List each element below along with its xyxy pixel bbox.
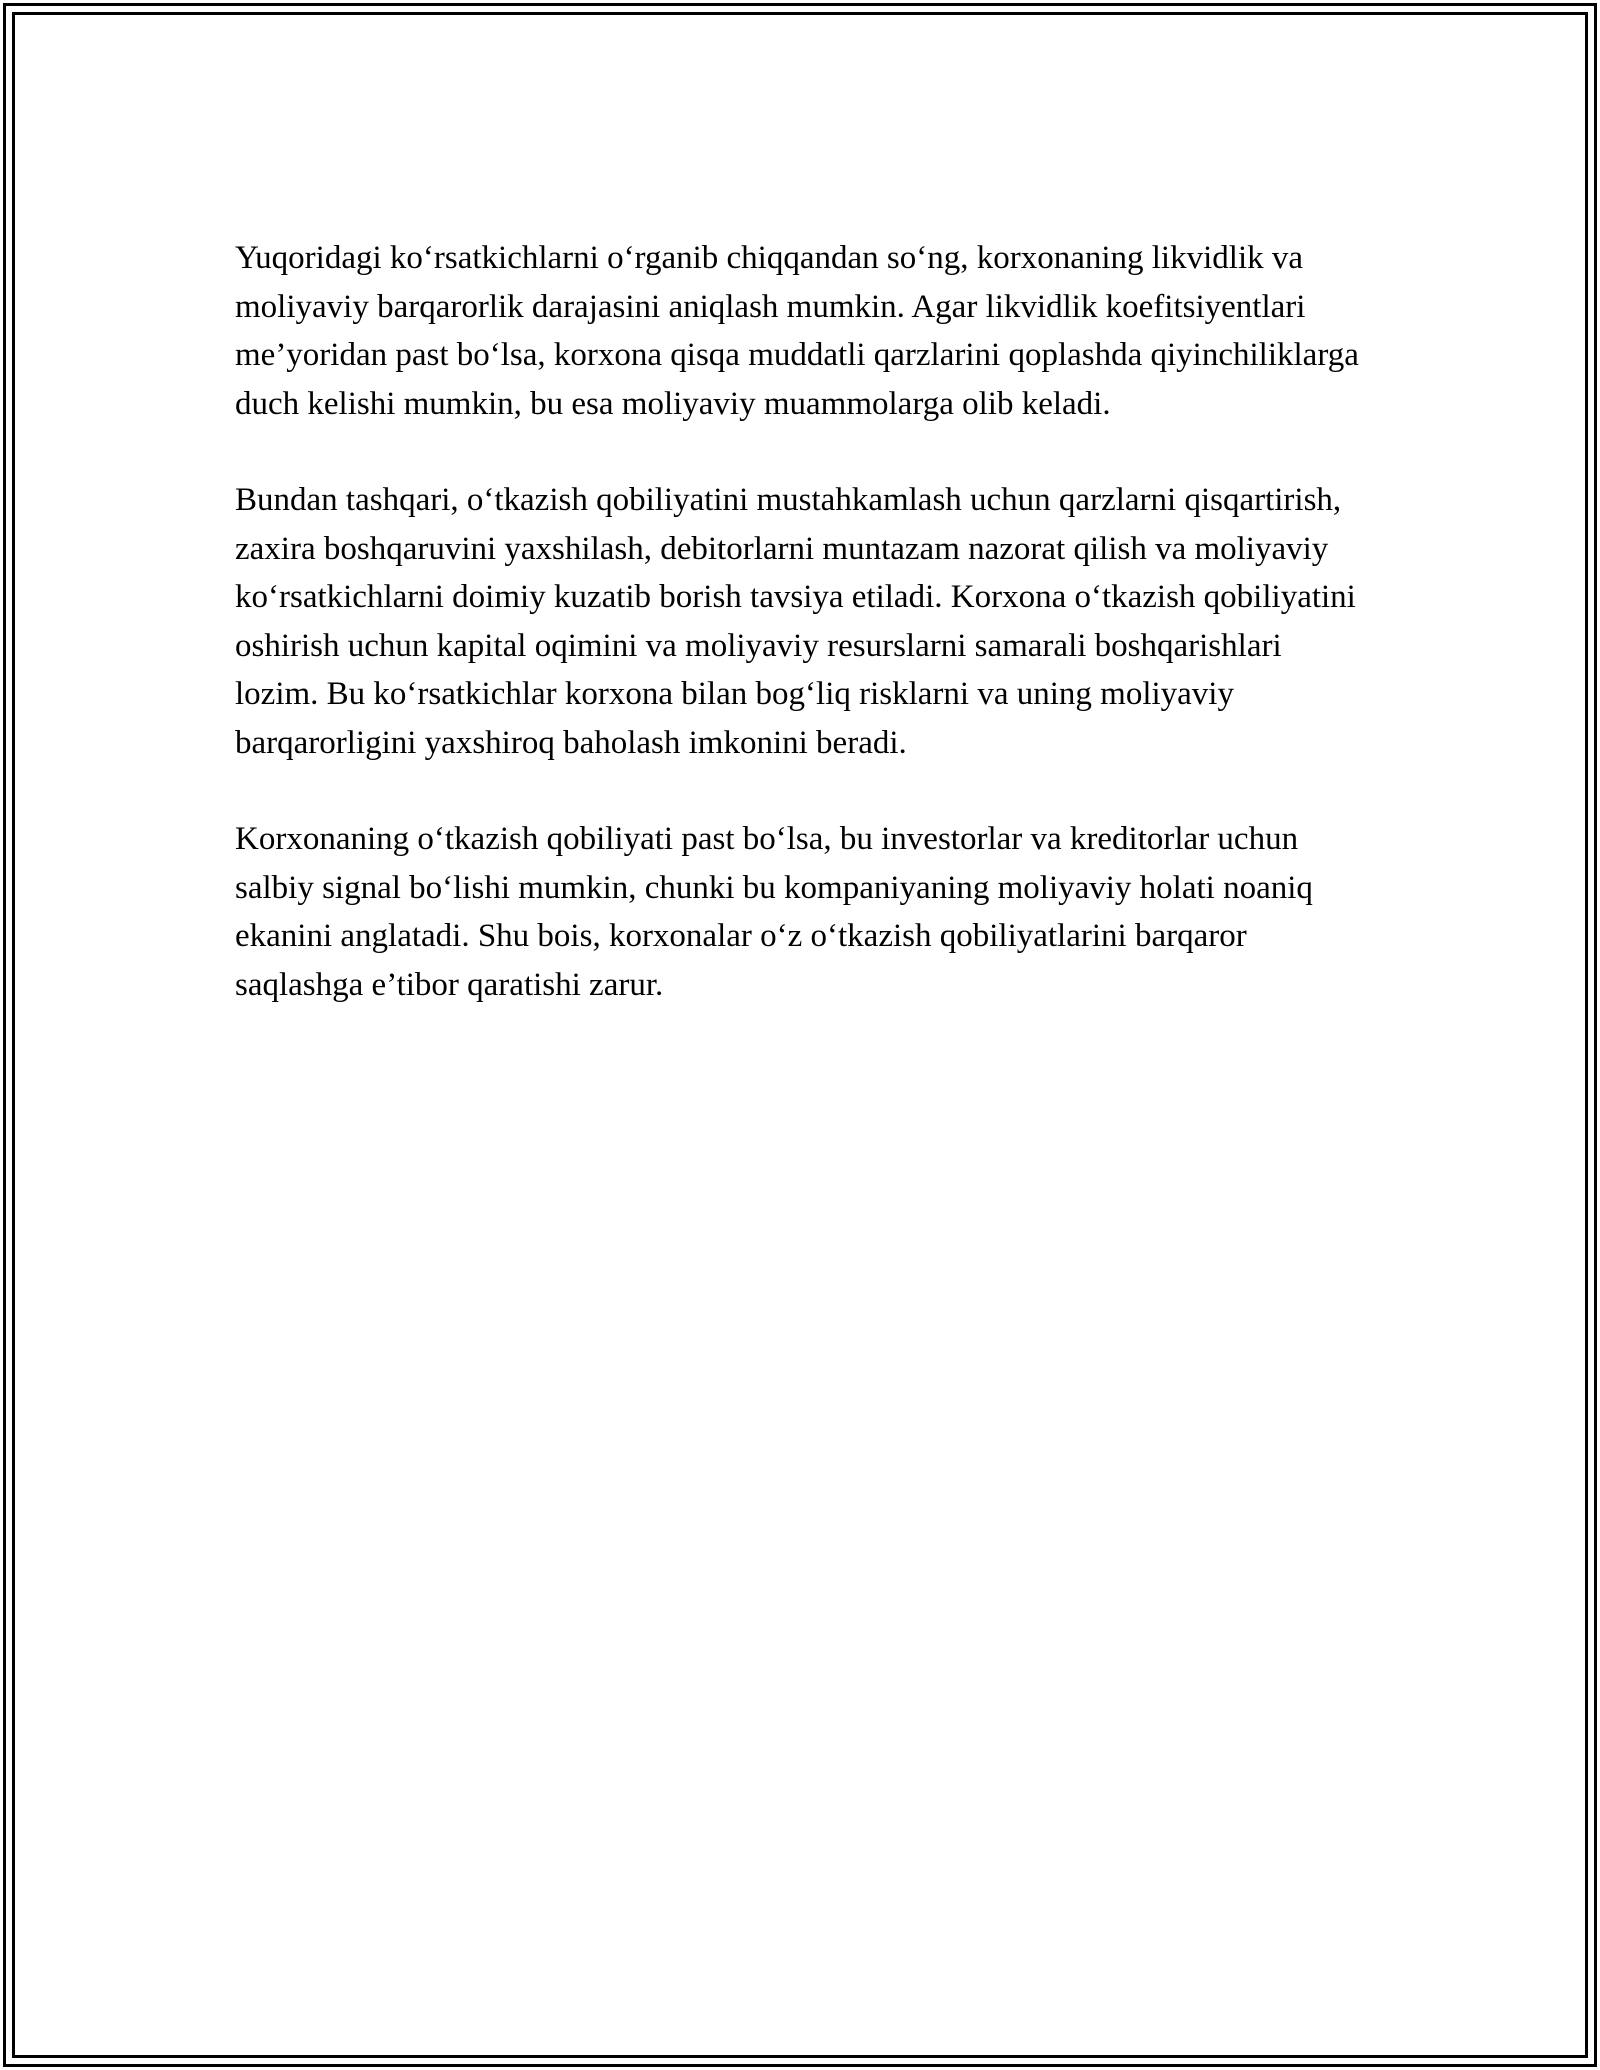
paragraph-3: Korxonaning o‘tkazish qobiliyati past bo‘lsa, bu investorlar va kreditorlar uchun salbiy signal bo‘lishi mumkin, chunki bu kompaniyaning moliyaviy holati noaniq ekanini anglatadi. Shu bois, korxonalar o‘z o‘tkazish qobiliyatlarini barqaror saqlashga e’tibor qaratishi zarur. (235, 821, 1313, 1003)
paragraph-2: Bundan tashqari, o‘tkazish qobiliyatini mustahkamlash uchun qarzlarni qisqartirish, zaxira boshqaruvini yaxshilash, debitorlarni muntazam nazorat qilish va moliyaviy ko‘rsatkichlarni doimiy kuzatib borish tavsiya etiladi. Korxona o‘tkazish qobiliyatini oshirish uchun kapital oqimini va moliyaviy resurslarni samarali boshqarishlari lozim. Bu ko‘rsatkichlar korxona bilan bog‘liq risklarni va uning moliyaviy barqarorligini yaxshiroq baholash imkonini beradi. (235, 482, 1356, 761)
paragraph-1: Yuqoridagi ko‘rsatkichlarni o‘rganib chiqqandan so‘ng, korxonaning likvidlik va moliyaviy barqarorlik darajasini aniqlash mumkin. Agar likvidlik koefitsiyentlari me’yoridan past bo‘lsa, korxona qisqa muddatli qarzlarini qoplashda qiyinchiliklarga duch kelishi mumkin, bu esa moliyaviy muammolarga olib keladi. (235, 240, 1359, 422)
document-body (235, 234, 1370, 1057)
